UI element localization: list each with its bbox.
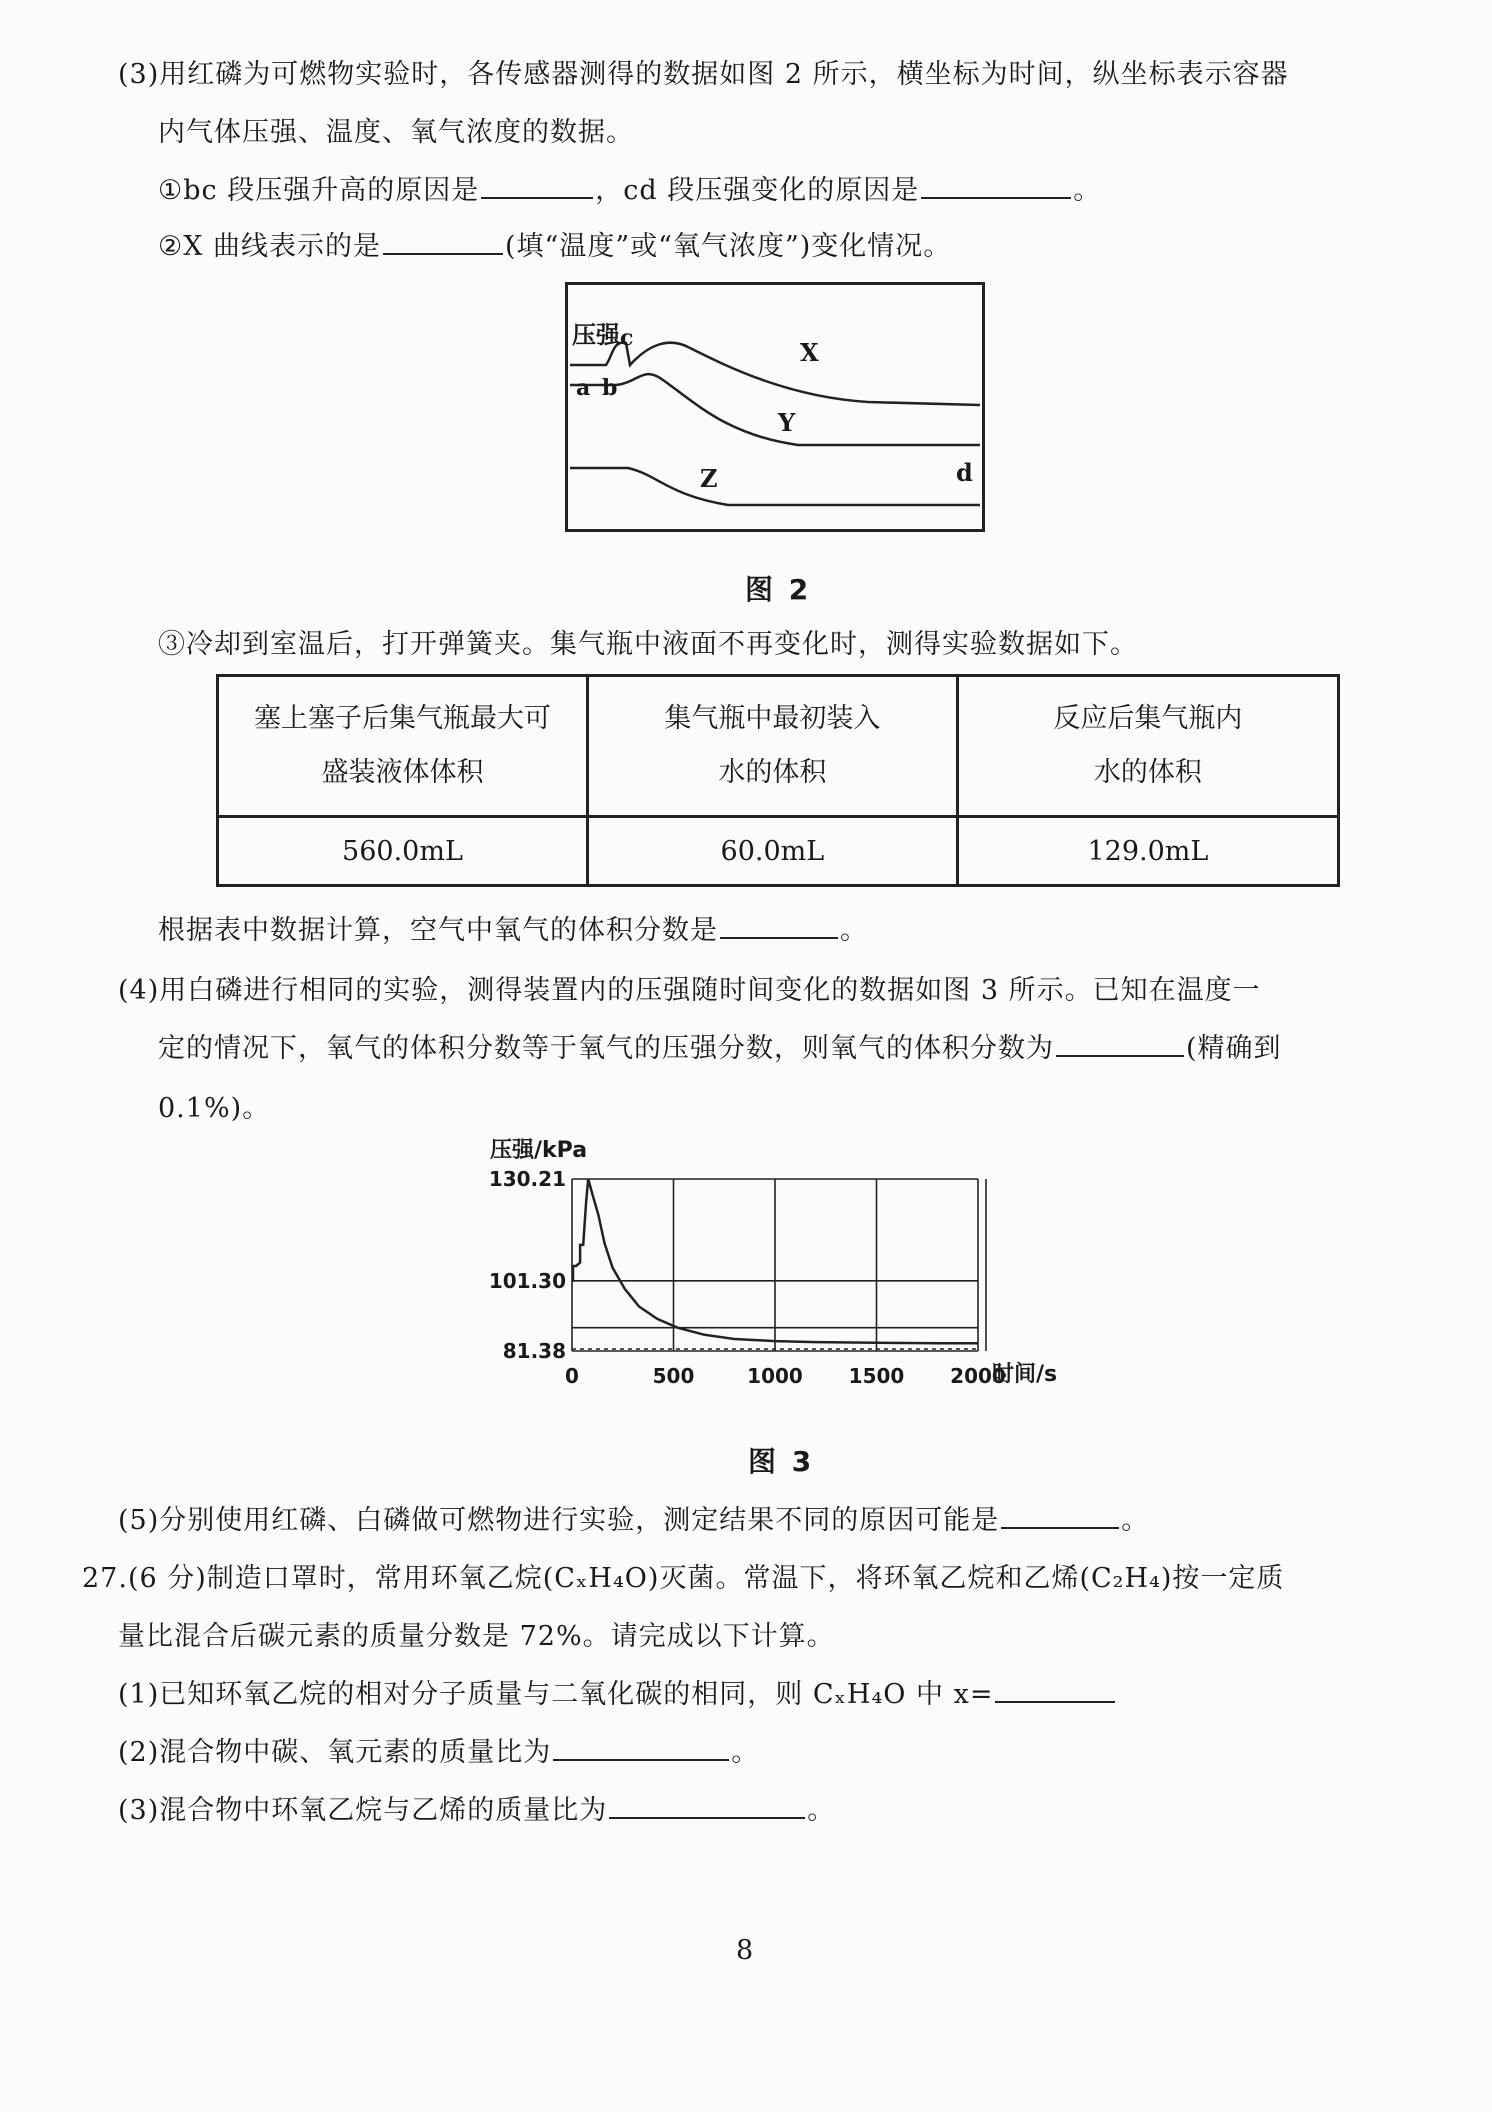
q3-intro-line2: 内气体压强、温度、氧气浓度的数据。 <box>158 117 634 148</box>
q3-intro-line1: (3)用红磷为可燃物实验时，各传感器测得的数据如图 2 所示，横坐标为时间，纵坐标表示容器 <box>118 59 1289 90</box>
q3-calc-text: 根据表中数据计算，空气中氧气的体积分数是 <box>158 915 718 946</box>
q3-sub1-text-b: ，cd 段压强变化的原因是 <box>595 175 920 206</box>
figure-2 <box>565 282 985 532</box>
table-cell-final-water: 129.0mL <box>957 817 1338 886</box>
q27-sub3 <box>118 1788 835 1827</box>
table-header-cell <box>587 676 957 817</box>
q27-sub1-text: (1)已知环氧乙烷的相对分子质量与二氧化碳的相同，则 CₓH₄O 中 x= <box>118 1679 994 1710</box>
q3-calc <box>158 908 868 947</box>
answer-blank-mass-ratio[interactable] <box>609 1793 805 1819</box>
q27-sub2-end: 。 <box>731 1737 760 1768</box>
answer-blank-c-o-ratio[interactable] <box>553 1735 729 1761</box>
header-line2: 水的体积 <box>1093 757 1202 788</box>
header-line1: 反应后集气瓶内 <box>1053 703 1243 734</box>
figure-2-caption: 图 2 <box>745 573 812 606</box>
fig2-label-x: X <box>800 338 819 367</box>
x-tick-label: 500 <box>652 1364 695 1388</box>
q27-line2: 量比混合后碳元素的质量分数是 72%。请完成以下计算。 <box>118 1621 835 1652</box>
answer-blank-oxygen-fraction[interactable] <box>720 913 838 939</box>
table-cell-initial-water: 60.0mL <box>587 817 957 886</box>
x-axis-label: 时间/s <box>992 1362 1058 1387</box>
experiment-data-table <box>216 674 1340 887</box>
q3-sub2 <box>158 224 951 263</box>
q27-line1: 27.(6 分)制造口罩时，常用环氧乙烷(CₓH₄O)灭菌。常温下，将环氧乙烷和乙烯(C₂H₄)按一定质 <box>82 1563 1285 1594</box>
curve-x <box>570 343 980 405</box>
fig2-label-y: Y <box>778 408 796 437</box>
fig2-label-a: a <box>576 375 591 401</box>
q5-text: (5)分别使用红磷、白磷做可燃物进行实验，测定结果不同的原因可能是 <box>118 1505 1000 1536</box>
y-tick-label: 130.21 <box>488 1167 566 1191</box>
curve-z <box>570 468 980 505</box>
q27-sub2 <box>118 1730 759 1769</box>
table-header-cell <box>957 676 1338 817</box>
figure-3-chart <box>476 1135 1096 1415</box>
answer-blank-x-value[interactable] <box>995 1677 1115 1703</box>
q3-sub1 <box>158 168 1101 207</box>
q5-line <box>118 1498 1149 1537</box>
answer-blank-white-phosphorus[interactable] <box>1056 1031 1184 1057</box>
fig2-label-d: d <box>956 458 973 487</box>
figure-3-svg <box>476 1135 1096 1415</box>
q3-calc-end: 。 <box>840 915 868 946</box>
q3-sub2-text-b: (填“温度”或“氧气浓度”)变化情况。 <box>505 231 952 262</box>
fig2-label-z: Z <box>700 464 718 493</box>
q3-sub2-text-a: ②X 曲线表示的是 <box>158 231 382 262</box>
q27-sub3-text: (3)混合物中环氧乙烷与乙烯的质量比为 <box>118 1795 608 1826</box>
q27-sub2-text: (2)混合物中碳、氧元素的质量比为 <box>118 1737 552 1768</box>
x-tick-label: 2000 <box>950 1364 1006 1388</box>
header-line2: 盛装液体体积 <box>321 757 484 788</box>
q27-sub1 <box>118 1672 1117 1711</box>
header-line2: 水的体积 <box>718 757 827 788</box>
table-cell-max-volume: 560.0mL <box>218 817 588 886</box>
q4-line3: 0.1%)。 <box>158 1093 271 1124</box>
q5-end: 。 <box>1121 1505 1150 1536</box>
x-tick-label: 1500 <box>848 1364 905 1388</box>
q4-line2 <box>158 1026 1282 1065</box>
table-row <box>218 817 1339 886</box>
table-header-cell <box>218 676 588 817</box>
page-number: 8 <box>736 1935 754 1966</box>
figure-2-graph <box>568 285 982 529</box>
answer-blank-bc[interactable] <box>481 173 593 199</box>
q4-line2-text-a: 定的情况下，氧气的体积分数等于氧气的压强分数，则氧气的体积分数为 <box>158 1033 1054 1064</box>
fig2-label-pressure: 压强 <box>572 320 620 349</box>
fig2-label-c: c <box>620 325 634 351</box>
x-tick-label: 1000 <box>747 1364 803 1388</box>
fig2-label-b: b <box>602 375 618 401</box>
x-tick-label: 0 <box>565 1364 579 1388</box>
table-header-row <box>218 676 1339 817</box>
q27-sub3-end: 。 <box>807 1795 836 1826</box>
figure-3-caption: 图 3 <box>748 1445 815 1478</box>
y-tick-label: 101.30 <box>488 1268 566 1293</box>
q4-line2-text-b: (精确到 <box>1186 1033 1282 1064</box>
answer-blank-x-curve[interactable] <box>383 229 503 255</box>
q3-sub1-end: 。 <box>1073 175 1102 206</box>
answer-blank-difference-reason[interactable] <box>1001 1503 1119 1529</box>
y-axis-label: 压强/kPa <box>490 1138 588 1163</box>
q3-sub3: ③冷却到室温后，打开弹簧夹。集气瓶中液面不再变化时，测得实验数据如下。 <box>158 629 1138 660</box>
q3-sub1-text-a: ①bc 段压强升高的原因是 <box>158 175 480 206</box>
q4-line1: (4)用白磷进行相同的实验，测得装置内的压强随时间变化的数据如图 3 所示。已知在温度一 <box>118 975 1261 1006</box>
header-line1: 塞上塞子后集气瓶最大可 <box>253 703 551 734</box>
answer-blank-cd[interactable] <box>921 173 1071 199</box>
header-line1: 集气瓶中最初装入 <box>664 703 881 734</box>
y-tick-label: 81.38 <box>502 1339 566 1363</box>
